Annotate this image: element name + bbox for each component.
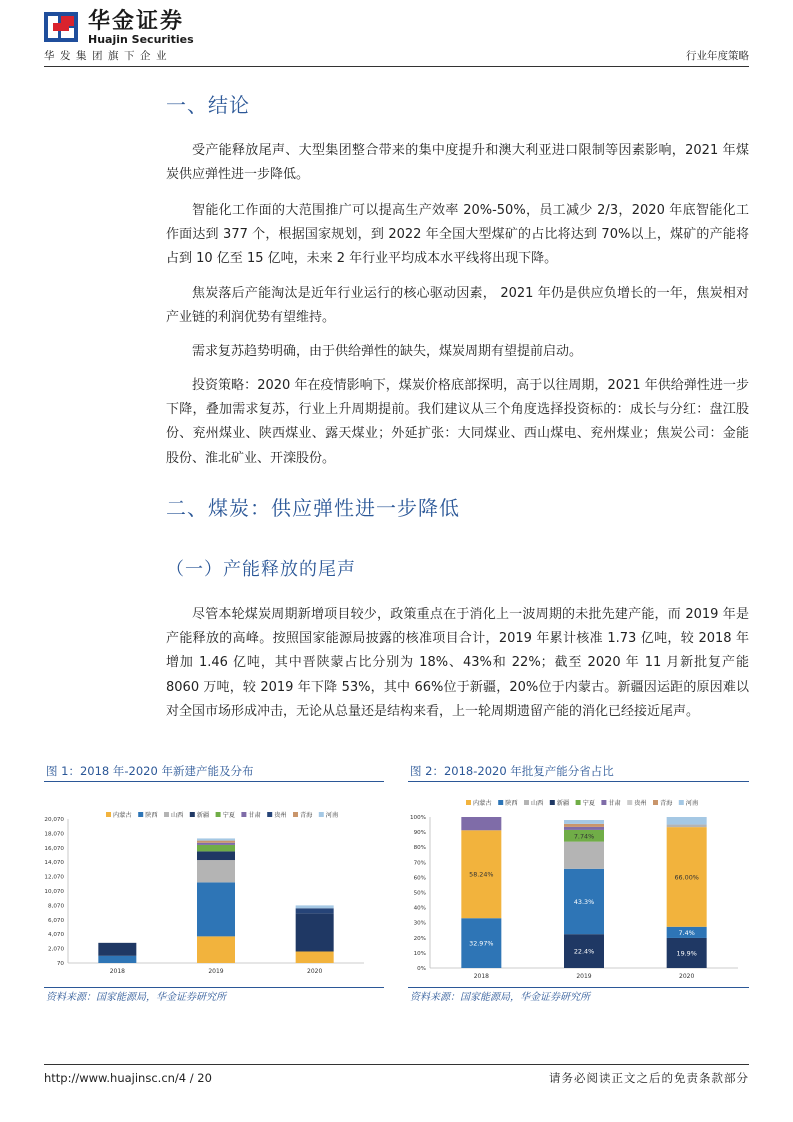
footer-url-page[interactable]: http://www.huajinsc.cn/4 / 20 — [44, 1071, 212, 1085]
brand-name-cn: 华金证券 — [88, 9, 185, 34]
paragraph: 焦炭落后产能淘汰是近年行业运行的核心驱动因素， 2021 年仍是供应负增长的一年，焦炭相对产业链的利润优势有望维持。 — [166, 286, 749, 326]
y-tick-label: 10,070 — [44, 889, 64, 895]
y-tick-label: 20% — [413, 935, 426, 942]
legend-label: 宁夏 — [222, 812, 235, 819]
legend-label: 山西 — [171, 812, 184, 819]
bar-data-label: 19.9% — [676, 949, 697, 958]
bar-segment — [667, 817, 707, 825]
bar-data-label: 22.4% — [573, 947, 595, 956]
bar-segment — [98, 956, 136, 963]
legend-label: 陕西 — [145, 812, 158, 819]
x-tick-label: 2019 — [208, 968, 224, 975]
bar-segment — [197, 882, 235, 936]
x-tick-label: 2018 — [473, 973, 489, 980]
x-tick-label: 2018 — [109, 968, 125, 975]
y-tick-label: 18,070 — [44, 831, 64, 838]
section-heading-conclusion: 一、结论 — [166, 93, 250, 117]
legend-swatch — [216, 812, 221, 817]
figure-1-rule-bottom — [44, 987, 384, 988]
legend-label: 甘肃 — [608, 800, 621, 807]
legend-swatch — [679, 800, 684, 805]
legend-swatch — [319, 812, 324, 817]
y-tick-label: 100% — [410, 815, 426, 821]
y-tick-label: 14,070 — [44, 860, 64, 867]
y-tick-label: 12,070 — [44, 874, 64, 881]
legend-swatch — [524, 800, 529, 805]
bar-data-label: 7.4% — [678, 928, 695, 937]
y-tick-label: 2,070 — [47, 946, 64, 953]
figure-1-chart — [44, 795, 384, 985]
bar-segment — [197, 851, 235, 860]
bar-segment — [296, 905, 334, 908]
y-tick-label: 70 — [56, 961, 64, 967]
figure-1-title: 图 1：2018 年-2020 年新建产能及分布 — [46, 764, 254, 778]
legend-swatch — [267, 812, 272, 817]
bar-data-label: 43.3% — [573, 897, 595, 906]
bar-segment — [296, 951, 334, 963]
bar-data-label: 7.74% — [573, 832, 595, 841]
legend-swatch — [576, 800, 581, 805]
section-heading-coal: 二、煤炭：供应弹性进一步降低 — [166, 496, 460, 520]
y-tick-label: 10% — [413, 950, 426, 957]
legend-label: 新疆 — [556, 800, 570, 807]
logo-icon — [44, 12, 78, 42]
bar-segment — [564, 824, 604, 827]
y-tick-label: 4,070 — [47, 932, 64, 939]
bar-segment — [197, 936, 235, 963]
figure-1-source: 资料来源：国家能源局，华金证券研究所 — [46, 992, 226, 1003]
legend-label: 河南 — [325, 812, 339, 819]
y-tick-label: 70% — [413, 860, 426, 867]
figure-1-rule — [44, 781, 384, 782]
legend-label: 宁夏 — [582, 800, 595, 807]
bar-segment — [197, 838, 235, 840]
legend-swatch — [241, 812, 246, 817]
legend-label: 河南 — [685, 800, 699, 807]
bar-segment — [564, 842, 604, 869]
footer-disclaimer: 请务必阅读正文之后的免责条款部分 — [549, 1071, 749, 1085]
brand-name-en: Huajin Securities — [88, 33, 194, 46]
figure-2-chart — [408, 790, 749, 985]
legend-label: 青海 — [300, 812, 313, 819]
company-logo — [44, 12, 78, 42]
bar-data-label: 58.24% — [469, 870, 494, 879]
y-tick-label: 30% — [413, 920, 426, 927]
y-tick-label: 40% — [413, 905, 426, 912]
legend-swatch — [138, 812, 143, 817]
paragraph: 投资策略：2020 年在疫情影响下，煤炭价格底部探明，高于以往周期，2021 年供给弹性进一步下降，叠加需求复苏，行业上升周期提前。我们建议从三个角度选择投资标的：成长与分红：盘江股份、兖州煤业、陕西煤业、露天煤业；外延扩张：大同煤业、西山煤电、兖州煤业；焦炭公司：金能股份、淮北矿业、开滦股份。 — [166, 378, 749, 466]
legend-label: 青海 — [660, 800, 673, 807]
legend-swatch — [498, 800, 503, 805]
figure-2-rule — [408, 781, 749, 782]
bar-segment — [296, 908, 334, 913]
y-tick-label: 20,070 — [44, 817, 64, 823]
y-tick-label: 16,070 — [44, 845, 64, 852]
paragraph: 尽管本轮煤炭周期新增项目较少，政策重点在于消化上一波周期的未批先建产能，而 2019 年是产能释放的高峰。按照国家能源局披露的核准项目合计，2019 年累计核准 1.73 亿吨，较 2018 年增加 1.46 亿吨，其中晋陕蒙占比分别为 18%、43%和 22%；截至 2020 年 11 月新批复产能 8060 万吨，较 2019 年下降 53%，其中 66%位于新疆，20%位于内蒙古。新疆因运距的原因难以对全国市场形成冲击，无论从总量还是结构来看，上一轮周期遗留产能的消化已经接近尾声。 — [166, 607, 749, 719]
bar-segment — [296, 913, 334, 951]
paragraph: 智能化工作面的大范围推广可以提高生产效率 20%-50%，员工减少 2/3，2020 年底智能化工作面达到 377 个，根据国家规划，到 2022 年全国大型煤矿的占比将达到 70%以上，煤矿的产能将占到 10 亿至 15 亿吨，未来 2 年行业平均成本水平线将出现下降。 — [166, 203, 749, 267]
header-divider — [44, 66, 749, 67]
y-tick-label: 50% — [413, 890, 426, 897]
legend-label: 甘肃 — [248, 812, 261, 819]
legend-swatch — [466, 800, 471, 805]
legend-label: 新疆 — [196, 812, 210, 819]
bar-data-label: 32.97% — [469, 939, 494, 948]
y-tick-label: 6,070 — [47, 917, 64, 924]
paragraph: 需求复苏趋势明确，由于供给弹性的缺失，煤炭周期有望提前启动。 — [192, 344, 583, 359]
bar-segment — [197, 841, 235, 843]
legend-label: 内蒙古 — [473, 800, 492, 807]
legend-swatch — [627, 800, 632, 805]
bar-segment — [564, 820, 604, 824]
legend-swatch — [293, 812, 298, 817]
y-tick-label: 0% — [417, 966, 426, 972]
y-tick-label: 80% — [413, 845, 426, 852]
x-tick-label: 2020 — [679, 973, 695, 980]
subsidiary-tagline: 华发集团旗下企业 — [44, 50, 172, 62]
bar-segment — [564, 827, 604, 830]
legend-label: 陕西 — [505, 800, 518, 807]
bar-segment — [197, 845, 235, 851]
legend-label: 贵州 — [634, 800, 647, 807]
subsection-heading: （一）产能释放的尾声 — [166, 559, 356, 580]
y-tick-label: 8,070 — [47, 903, 64, 910]
legend-swatch — [106, 812, 111, 817]
legend-label: 贵州 — [274, 812, 287, 819]
y-tick-label: 90% — [413, 830, 426, 837]
legend-swatch — [164, 812, 169, 817]
figure-2-rule-bottom — [408, 987, 749, 988]
legend-swatch — [653, 800, 658, 805]
bar-segment — [98, 943, 136, 956]
legend-swatch — [550, 800, 555, 805]
footer-divider — [44, 1064, 749, 1065]
figure-2-title: 图 2：2018-2020 年批复产能分省占比 — [410, 764, 614, 778]
y-tick-label: 60% — [413, 875, 426, 882]
bar-segment — [197, 860, 235, 882]
bar-segment — [461, 817, 501, 830]
bar-segment — [667, 825, 707, 828]
x-tick-label: 2019 — [576, 973, 592, 980]
figure-2-source: 资料来源：国家能源局，华金证券研究所 — [410, 992, 590, 1003]
bar-data-label: 66.00% — [674, 873, 699, 882]
legend-swatch — [601, 800, 606, 805]
legend-swatch — [190, 812, 195, 817]
bar-segment — [197, 843, 235, 845]
paragraph: 受产能释放尾声、大型集团整合带来的集中度提升和澳大利亚进口限制等因素影响，2021 年煤炭供应弹性进一步降低。 — [166, 143, 749, 183]
legend-label: 内蒙古 — [113, 812, 132, 819]
x-tick-label: 2020 — [307, 968, 323, 975]
report-type: 行业年度策略 — [686, 50, 749, 62]
legend-label: 山西 — [531, 800, 544, 807]
